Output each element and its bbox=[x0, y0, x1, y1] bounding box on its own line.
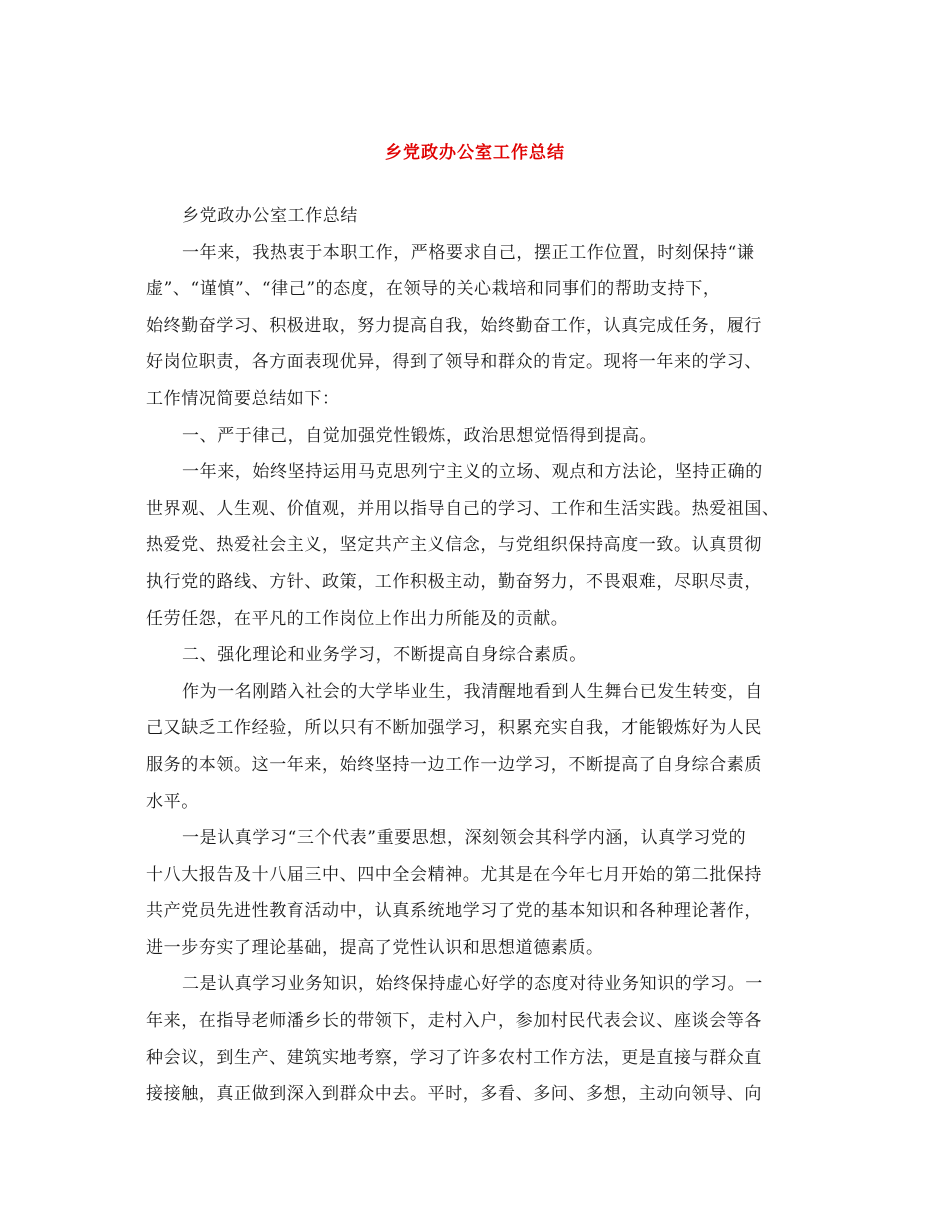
text-line: 二是认真学习业务知识，始终保持虚心好学的态度对待业务知识的学习。一 bbox=[182, 974, 763, 995]
text-line: 任劳任怨，在平凡的工作岗位上作出力所能及的贡献。 bbox=[146, 608, 569, 629]
text-line: 二、强化理论和业务学习，不断提高自身综合素质。 bbox=[182, 645, 587, 666]
text-line: 好岗位职责，各方面表现优异，得到了领导和群众的肯定。现将一年来的学习、 bbox=[146, 352, 762, 373]
document-body bbox=[146, 198, 816, 1113]
text-line: 进一步夯实了理论基础，提高了党性认识和思想道德素质。 bbox=[146, 937, 604, 958]
text-line: 十八大报告及十八届三中、四中全会精神。尤其是在今年七月开始的第二批保持 bbox=[146, 864, 762, 885]
text-line: 水平。 bbox=[146, 791, 199, 812]
text-line: 服务的本领。这一年来，始终坚持一边工作一边学习，不断提高了自身综合素质 bbox=[146, 754, 762, 775]
text-line: 接接触，真正做到深入到群众中去。平时，多看、多问、多想，主动向领导、向 bbox=[146, 1084, 762, 1105]
text-line: 年来，在指导老师潘乡长的带领下，走村入户，参加村民代表会议、座谈会等各 bbox=[146, 1011, 762, 1032]
text-line: 一年来，我热衷于本职工作，严格要求自己，摆正工作位置，时刻保持“谦 bbox=[182, 242, 755, 263]
text-line: 种会议，到生产、建筑实地考察，学习了许多农村工作方法，更是直接与群众直 bbox=[146, 1047, 762, 1068]
text-line: 一、严于律己，自觉加强党性锻炼，政治思想觉悟得到提高。 bbox=[182, 425, 658, 446]
text-line: 一年来，始终坚持运用马克思列宁主义的立场、观点和方法论，坚持正确的 bbox=[182, 462, 763, 483]
document-title: 乡党政办公室工作总结 bbox=[385, 143, 565, 163]
text-line: 己又缺乏工作经验，所以只有不断加强学习，积累充实自我，才能锻炼好为人民 bbox=[146, 718, 762, 739]
text-line: 始终勤奋学习、积极进取，努力提高自我，始终勤奋工作，认真完成任务，履行 bbox=[146, 315, 762, 336]
text-line: 执行党的路线、方针、政策，工作积极主动，勤奋努力，不畏艰难，尽职尽责， bbox=[146, 571, 762, 592]
text-line: 共产党员先进性教育活动中，认真系统地学习了党的基本知识和各种理论著作， bbox=[146, 901, 762, 922]
text-line: 作为一名刚踏入社会的大学毕业生，我清醒地看到人生舞台已发生转变，自 bbox=[182, 681, 763, 702]
text-line: 乡党政办公室工作总结 bbox=[182, 206, 358, 226]
text-line: 世界观、人生观、价值观，并用以指导自己的学习、工作和生活实践。热爱祖国、 bbox=[146, 498, 780, 519]
text-line: 虚”、“谨慎”、“律己”的态度，在领导的关心栽培和同事们的帮助支持下， bbox=[146, 279, 721, 300]
text-line: 一是认真学习“三个代表”重要思想，深刻领会其科学内涵，认真学习党的 bbox=[182, 828, 747, 849]
text-line: 工作情况简要总结如下： bbox=[146, 388, 340, 409]
text-line: 热爱党、热爱社会主义，坚定共产主义信念，与党组织保持高度一致。认真贯彻 bbox=[146, 535, 762, 556]
